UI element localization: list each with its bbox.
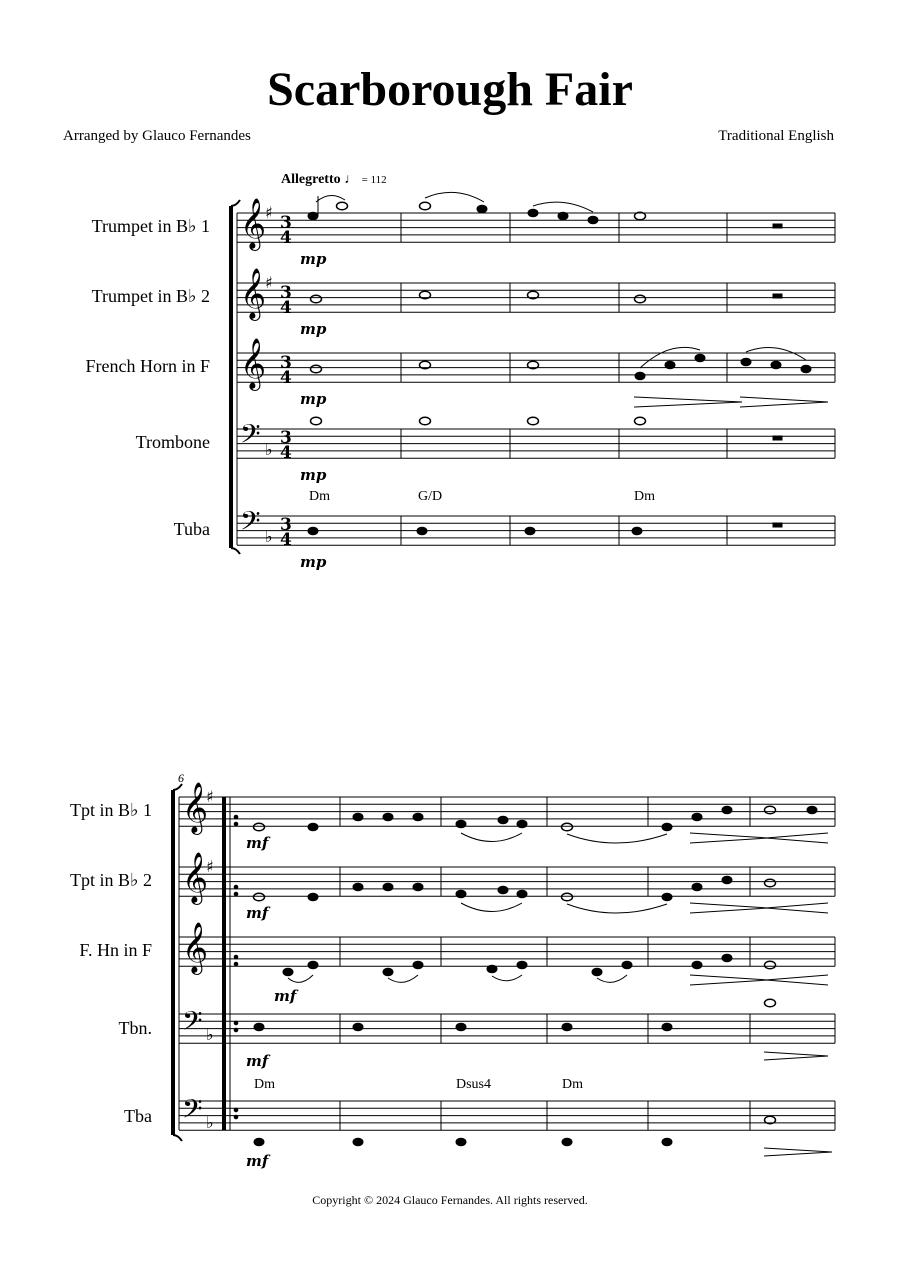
score-title: Scarborough Fair (267, 63, 633, 116)
sharp-icon: ♯ (265, 203, 273, 222)
time-signature: 4 (280, 298, 292, 318)
treble-clef-icon: 𝄞 (182, 852, 209, 903)
flat-icon: ♭ (265, 440, 273, 459)
repeat-dot (234, 822, 238, 826)
note-head (517, 890, 527, 898)
chord-symbol: Dm (309, 489, 330, 504)
time-signature: 3 (280, 213, 292, 233)
note-head (722, 876, 732, 884)
chord-symbol: Dm (562, 1077, 583, 1092)
barlines (401, 213, 835, 545)
note-head (528, 417, 539, 425)
slur (746, 348, 806, 361)
hairpin (634, 397, 742, 407)
clefs-2 (182, 782, 214, 1132)
treble-clef-icon: 𝄞 (240, 338, 267, 389)
staff-lines (179, 797, 835, 1130)
treble-clef-icon: 𝄞 (240, 198, 267, 249)
note-head (635, 295, 646, 303)
instrument-name: Tuba (173, 519, 210, 539)
hairpin (766, 975, 828, 985)
note-head (592, 968, 602, 976)
slur (425, 192, 484, 202)
time-signature: 3 (280, 515, 292, 535)
copyright-notice: Copyright © 2024 Glauco Fernandes. All rights reserved. (312, 1193, 588, 1207)
note-head (456, 820, 466, 828)
time-signature: 4 (280, 368, 292, 388)
note-head (308, 823, 318, 831)
instrument-name: Trumpet in B♭ 2 (91, 286, 210, 306)
note-head (308, 212, 318, 220)
hairpin (764, 1052, 828, 1060)
repeat-dot (234, 1028, 238, 1032)
note-head (765, 806, 776, 814)
whole-rest (773, 224, 782, 228)
dynamic-marking: mf (246, 904, 269, 922)
note-head (498, 816, 508, 824)
chord-symbol: Dm (634, 489, 655, 504)
note-head (807, 806, 817, 814)
note-head (662, 1138, 672, 1146)
note-head (562, 1023, 572, 1031)
dynamic-marking: mf (246, 1052, 269, 1070)
repeat-dot (234, 1108, 238, 1112)
whole-rest (773, 294, 782, 298)
note-head (771, 361, 781, 369)
instrument-name: Trombone (135, 432, 210, 452)
hairpin (766, 833, 828, 843)
slur (597, 975, 627, 982)
slur (288, 975, 313, 982)
chord-symbol: Dsus4 (456, 1077, 492, 1092)
note-head (765, 961, 776, 969)
notes-1 (308, 192, 828, 534)
sharp-icon: ♯ (206, 787, 214, 806)
note-head (525, 527, 535, 535)
note-head (383, 883, 393, 891)
measure-number: 6 (178, 771, 184, 785)
bass-clef-icon: 𝄢 (240, 418, 261, 456)
note-head (254, 893, 265, 901)
note-head (635, 372, 645, 380)
tie (567, 834, 667, 843)
repeat-dot (234, 815, 238, 819)
hairpin (740, 397, 828, 407)
dynamic-marking: mp (300, 320, 327, 338)
composer-credit: Traditional English (718, 128, 834, 144)
note-head (662, 823, 672, 831)
note-head (353, 1023, 363, 1031)
note-head (311, 365, 322, 373)
chord-symbol: G/D (418, 489, 443, 504)
note-head (254, 823, 265, 831)
note-head (765, 879, 776, 887)
flat-icon: ♭ (206, 1113, 214, 1132)
slur (492, 975, 522, 981)
bracket-bottom-hook (173, 1135, 182, 1141)
note-head (588, 216, 598, 224)
hairpin (690, 975, 768, 985)
repeat-dot (234, 1115, 238, 1119)
note-head (665, 361, 675, 369)
instrument-name: Tpt in B♭ 1 (70, 800, 152, 820)
dynamic-marking: mp (300, 553, 327, 571)
slur (461, 833, 522, 842)
note-head (558, 212, 568, 220)
note-head (692, 961, 702, 969)
sharp-icon: ♯ (206, 857, 214, 876)
dynamic-marking: mp (300, 250, 327, 268)
bass-clef-icon: 𝄢 (182, 1005, 203, 1043)
note-head (562, 1138, 572, 1146)
sharp-icon: ♯ (265, 273, 273, 292)
slur (388, 975, 418, 982)
treble-clef-icon: 𝄞 (182, 922, 209, 973)
note-head (632, 527, 642, 535)
note-head (383, 813, 393, 821)
tie (567, 904, 667, 913)
note-head (487, 965, 497, 973)
note-head (517, 820, 527, 828)
note-head (308, 893, 318, 901)
hairpin (766, 903, 828, 913)
flat-icon: ♭ (206, 1025, 214, 1044)
note-head (562, 823, 573, 831)
note-head (722, 806, 732, 814)
repeat-dot (234, 885, 238, 889)
note-head (353, 883, 363, 891)
time-signature: 4 (280, 228, 292, 248)
note-head (254, 1138, 264, 1146)
tempo-bpm: = 112 (361, 174, 387, 186)
note-head (456, 1138, 466, 1146)
time-signature: 4 (280, 443, 292, 463)
instrument-name: Trumpet in B♭ 1 (91, 216, 210, 236)
repeat-dot (234, 955, 238, 959)
instrument-name: F. Hn in F (79, 940, 152, 960)
note-head (635, 417, 646, 425)
clefs-1 (240, 198, 292, 550)
bracket-bottom-hook (231, 548, 240, 554)
note-head (311, 295, 322, 303)
quarter-note-icon: ♩ (344, 172, 359, 187)
note-head (337, 202, 348, 210)
note-head (741, 358, 751, 366)
time-signature: 4 (280, 530, 292, 550)
hairpin (690, 833, 768, 843)
note-head (254, 1023, 264, 1031)
hairpin (690, 903, 768, 913)
bass-clef-icon: 𝄢 (240, 505, 261, 543)
dynamic-marking: mp (300, 390, 327, 408)
slur (533, 202, 593, 212)
slur (316, 195, 345, 202)
note-head (662, 1023, 672, 1031)
note-head (283, 968, 293, 976)
instrument-name: Tpt in B♭ 2 (70, 870, 152, 890)
time-signature: 3 (280, 283, 292, 303)
bracket-top-hook (231, 200, 240, 206)
notes-2 (234, 806, 832, 1156)
slur (461, 903, 522, 912)
time-signature: 3 (280, 353, 292, 373)
repeat-dot (234, 892, 238, 896)
note-head (413, 813, 423, 821)
note-head (413, 961, 423, 969)
instrument-name: French Horn in F (85, 356, 210, 376)
tempo-text: Allegretto (281, 172, 341, 187)
note-head (353, 1138, 363, 1146)
instrument-name: Tbn. (118, 1018, 152, 1038)
note-head (308, 527, 318, 535)
note-head (562, 893, 573, 901)
repeat-dot (234, 962, 238, 966)
hairpin (764, 1148, 832, 1156)
note-head (420, 417, 431, 425)
note-head (622, 961, 632, 969)
note-head (692, 813, 702, 821)
note-head (417, 527, 427, 535)
note-head (722, 954, 732, 962)
note-head (308, 961, 318, 969)
note-head (353, 813, 363, 821)
note-head (456, 1023, 466, 1031)
note-head (383, 968, 393, 976)
repeat-dot (234, 1021, 238, 1025)
note-head (517, 961, 527, 969)
dynamic-marking: mf (246, 1152, 269, 1170)
note-head (456, 890, 466, 898)
note-head (413, 883, 423, 891)
instrument-name: Tba (124, 1106, 152, 1126)
treble-clef-icon: 𝄞 (240, 268, 267, 319)
note-head (765, 999, 776, 1007)
whole-rest (773, 436, 782, 440)
chord-symbol: Dm (254, 1077, 275, 1092)
time-signature: 3 (280, 428, 292, 448)
dynamic-marking: mf (274, 987, 297, 1005)
note-head (692, 883, 702, 891)
dynamic-marking: mf (246, 834, 269, 852)
note-head (477, 205, 487, 213)
arranger-credit: Arranged by Glauco Fernandes (63, 128, 251, 144)
treble-clef-icon: 𝄞 (182, 782, 209, 833)
note-head (498, 886, 508, 894)
dynamic-marking: mp (300, 466, 327, 484)
note-head (801, 365, 811, 373)
flat-icon: ♭ (265, 527, 273, 546)
note-head (420, 202, 431, 210)
note-head (695, 354, 705, 362)
note-head (528, 209, 538, 217)
note-head (311, 417, 322, 425)
bass-clef-icon: 𝄢 (182, 1093, 203, 1131)
whole-rest (773, 523, 782, 527)
note-head (662, 893, 672, 901)
